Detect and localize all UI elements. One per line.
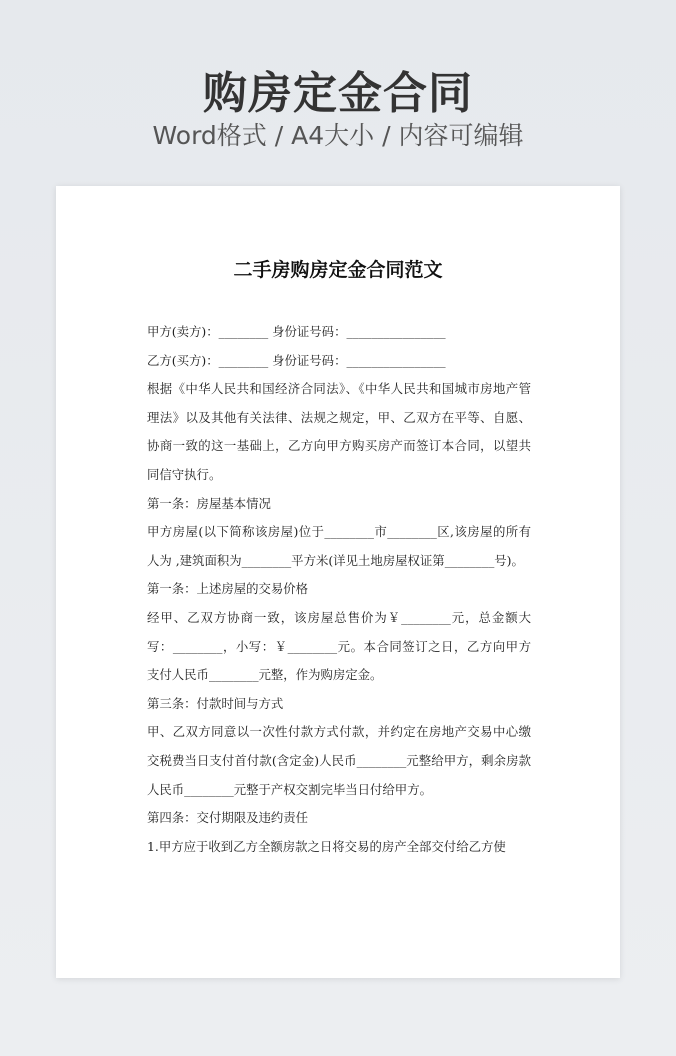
article-2-heading: 第一条：上述房屋的交易价格 xyxy=(147,581,309,597)
buyer-line: 乙方(买方)：________ 身份证号码：________________ xyxy=(147,352,446,368)
document-title: 二手房购房定金合同范文 xyxy=(233,259,443,281)
banner-title: 购房定金合同 xyxy=(203,68,473,119)
article-4-item-1: 1.甲方应于收到乙方全额房款之日将交易的房产全部交付给乙方使 xyxy=(147,838,506,854)
article-2-paragraph: 经甲、乙双方协商一致，该房屋总售价为￥________元，总金额大写：________，小写：￥________元。本合同签订之日，乙方向甲方支付人民币________元整，作为购房定金。 xyxy=(147,609,531,683)
document-page xyxy=(56,186,620,978)
preamble-paragraph: 根据《中华人民共和国经济合同法》、《中华人民共和国城市房地产管理法》以及其他有关法律、法规之规定，甲、乙双方在平等、自愿、协商一致的这一基础上，乙方向甲方购买房产而签订本合同，以望共同信守执行。 xyxy=(147,381,531,482)
article-1-heading: 第一条：房屋基本情况 xyxy=(147,495,271,511)
banner-subtitle: Word格式 / A4大小 / 内容可编辑 xyxy=(152,121,524,150)
article-4-heading: 第四条：交付期限及违约责任 xyxy=(147,810,309,826)
article-3-heading: 第三条：付款时间与方式 xyxy=(147,695,284,711)
article-1-paragraph: 甲方房屋(以下简称该房屋)位于________市________区,该房屋的所有人为 ,建筑面积为________平方米(详见土地房屋权证第________号)。 xyxy=(147,524,531,568)
article-3-paragraph: 甲、乙双方同意以一次性付款方式付款，并约定在房地产交易中心缴交税费当日支付首付款(含定金)人民币________元整给甲方，剩余房款人民币________元整于产权交割完毕当日付给甲方。 xyxy=(147,724,531,797)
document-body xyxy=(147,318,531,861)
seller-line: 甲方(卖方)：________ 身份证号码：________________ xyxy=(147,324,446,339)
